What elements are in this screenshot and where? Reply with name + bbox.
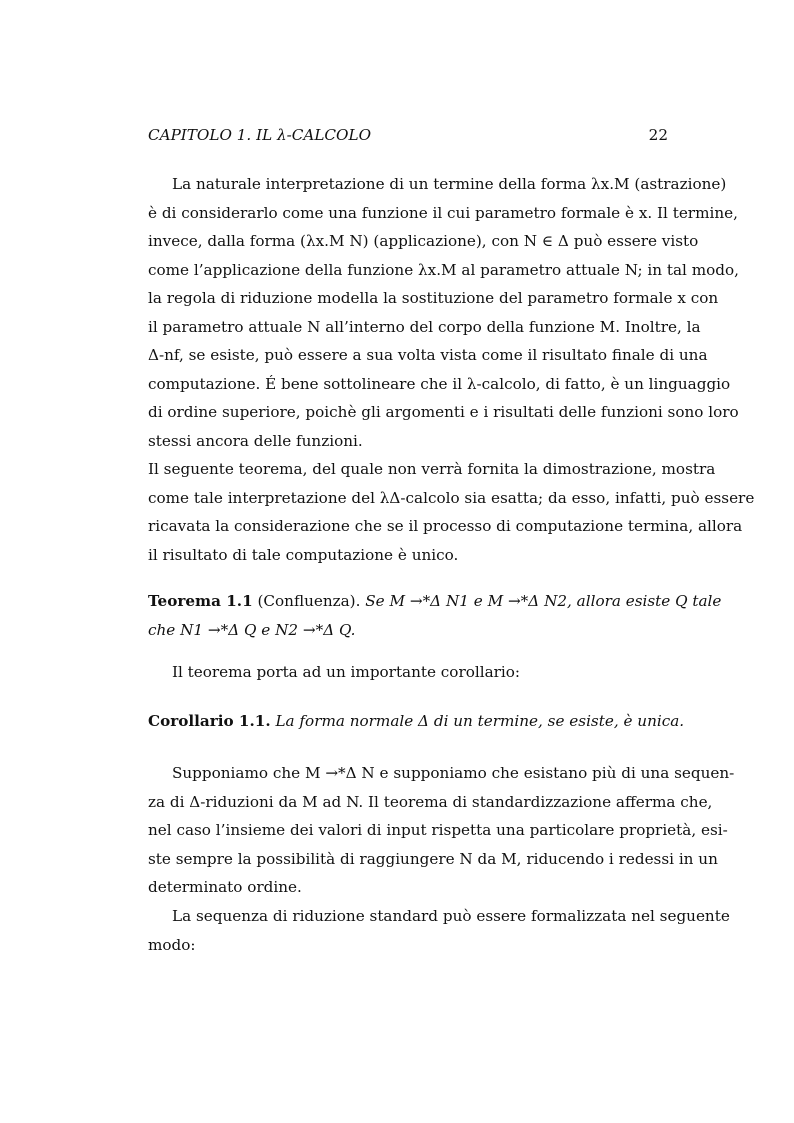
text-line: stessi ancora delle funzioni.	[148, 431, 363, 450]
paragraph-standard-sequence	[148, 902, 730, 959]
text-line: modo:	[148, 935, 196, 954]
text-line: Il seguente teorema, del quale non verrà fornita la dimostrazione, mostra	[148, 460, 716, 478]
text-line: La naturale interpretazione di un termine della forma λx.M (astrazione)	[172, 175, 727, 193]
text-line: Supponiamo che M →*Δ N e supponiamo che esistano più di una sequen-	[172, 764, 735, 782]
text-line: come l’applicazione della funzione λx.M al parametro attuale N; in tal modo,	[148, 260, 739, 279]
text-line: invece, dalla forma (λx.M N) (applicazione), con N ∈ Δ può essere visto	[148, 232, 699, 250]
theorem-statement-1: Se M →*Δ N1 e M →*Δ N2, allora esiste Q tale	[365, 592, 722, 610]
text-line: come tale interpretazione del λΔ-calcolo sia esatta; da esso, infatti, può essere	[148, 488, 755, 507]
text-line: ricavata la considerazione che se il processo di computazione termina, allora	[148, 517, 743, 535]
corollary-text: La forma normale Δ di un termine, se esiste, è unica.	[275, 712, 685, 730]
theorem-statement-2: che N1 →*Δ Q e N2 →*Δ Q.	[148, 620, 356, 639]
corollary-intro	[148, 658, 668, 687]
text-line: nel caso l’insieme dei valori di input rispetta una particolare proprietà, esi-	[148, 821, 728, 839]
theorem-label: Teorema 1.1	[148, 592, 253, 610]
text-line: ste sempre la possibilità di raggiungere N da M, riducendo i redessi in un	[148, 849, 718, 868]
theorem-block	[148, 587, 722, 644]
text-line: di ordine superiore, poichè gli argomenti e i risultati delle funzioni sono loro	[148, 403, 739, 421]
theorem-name: (Confluenza).	[257, 592, 361, 610]
theorem-line	[148, 587, 722, 616]
text-line: Il teorema porta ad un importante corollario:	[172, 663, 520, 681]
running-header	[148, 125, 668, 145]
text-line: computazione. É bene sottolineare che il λ-calcolo, di fatto, è un linguaggio	[148, 374, 731, 393]
corollary-block	[148, 707, 685, 736]
corollary-line	[148, 707, 685, 736]
text-line: la regola di riduzione modella la sostituzione del parametro formale x con	[148, 289, 719, 307]
text-line: è di considerarlo come una funzione il cui parametro formale è x. Il termine,	[148, 203, 738, 222]
corollary-label: Corollario 1.1.	[148, 712, 271, 730]
chapter-title: CAPITOLO 1. IL λ-CALCOLO	[148, 126, 372, 144]
paragraph-interpretation	[148, 170, 755, 569]
text-line: determinato ordine.	[148, 878, 302, 896]
text-line: La sequenza di riduzione standard può essere formalizzata nel seguente	[172, 907, 730, 925]
paragraph-standardization	[148, 759, 735, 902]
text-line: il parametro attuale N all’interno del corpo della funzione M. Inoltre, la	[148, 317, 701, 336]
text-line: Δ-nf, se esiste, può essere a sua volta vista come il risultato finale di una	[148, 346, 708, 364]
text-line: il risultato di tale computazione è unico.	[148, 545, 459, 564]
text-line: za di Δ-riduzioni da M ad N. Il teorema di standardizzazione afferma che,	[148, 792, 713, 811]
page-number: 22	[648, 126, 668, 144]
